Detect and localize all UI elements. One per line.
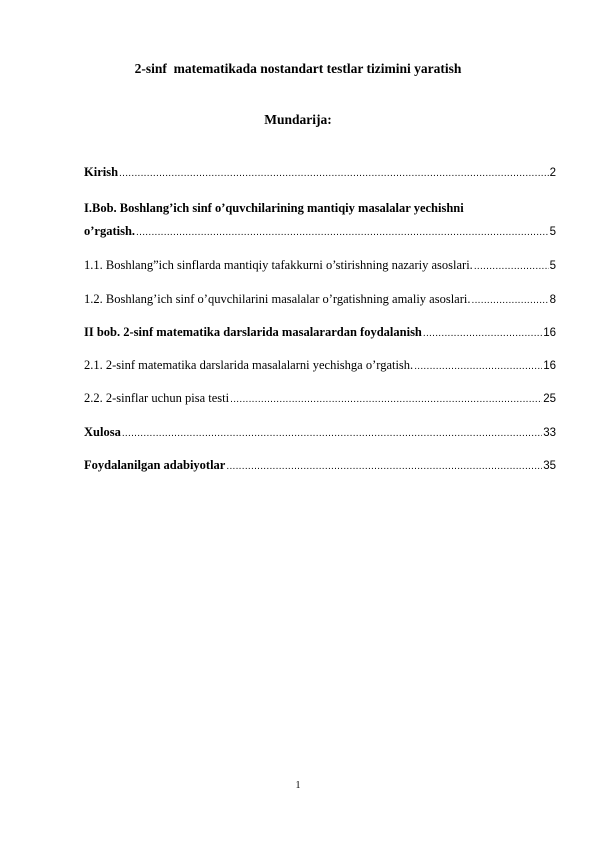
dot-leader xyxy=(230,391,542,409)
toc-entry-section-1-2 xyxy=(84,290,556,308)
dot-leader xyxy=(474,258,549,276)
dot-leader xyxy=(226,458,542,476)
dot-leader xyxy=(414,358,542,376)
toc-entry-page: 5 xyxy=(549,260,556,272)
toc-entry-xulosa xyxy=(84,423,556,441)
toc-entry-label: Kirish xyxy=(84,165,119,179)
toc-entry-label: 1.1. Boshlang”ich sinflarda mantiqiy tafakkurni o’stirishning nazariy asoslari. xyxy=(84,258,473,272)
dot-leader xyxy=(122,425,542,443)
toc-entry-section-2-2 xyxy=(84,389,556,407)
toc-entry-kirish xyxy=(84,163,556,181)
toc-entry-page: 16 xyxy=(543,327,556,339)
toc-entry-section-2-1 xyxy=(84,356,556,374)
toc-entry-label: 1.2. Boshlang’ich sinf o’quvchilarini masalalar o’rgatishning amaliy asoslari. xyxy=(84,292,471,306)
dot-leader xyxy=(136,224,549,242)
toc-entry-label: 2.1. 2-sinf matematika darslarida masalalarni yechishga o’rgatish. xyxy=(84,358,414,372)
document-title: 2-sinf matematikada nostandart testlar tizimini yaratish xyxy=(134,61,462,76)
toc-entry-page: 16 xyxy=(543,360,556,372)
dot-leader xyxy=(423,325,542,343)
toc-entry-label: Foydalanilgan adabiyotlar xyxy=(84,458,226,472)
toc-entry-label: o’rgatish. xyxy=(84,224,136,238)
toc-entry-label: II bob. 2-sinf matematika darslarida masalarardan foydalanish xyxy=(84,325,422,339)
dot-leader xyxy=(472,292,549,310)
toc-entry-section-1-1 xyxy=(84,256,556,274)
dot-leader xyxy=(119,165,549,183)
toc-entry-label-line1: I.Bob. Boshlang’ich sinf o’quvchilarining mantiqiy masalalar yechishni xyxy=(84,201,464,215)
toc-entry-page: 35 xyxy=(543,460,556,472)
toc-entry-label: 2.2. 2-sinflar uchun pisa testi xyxy=(84,391,230,405)
page-number: 1 xyxy=(295,780,301,791)
toc-entry-page: 2 xyxy=(549,167,556,179)
toc-entry-references xyxy=(84,456,556,474)
toc-entry-label: Xulosa xyxy=(84,425,121,439)
toc-entry-page: 33 xyxy=(543,427,556,439)
toc-entry-page: 5 xyxy=(549,226,556,238)
toc-entry-page: 8 xyxy=(549,294,556,306)
toc-entry-chapter-2 xyxy=(84,323,556,341)
toc-heading: Mundarija: xyxy=(264,112,332,127)
toc-entry-chapter-1 xyxy=(84,222,556,240)
toc-entry-page: 25 xyxy=(543,393,556,405)
